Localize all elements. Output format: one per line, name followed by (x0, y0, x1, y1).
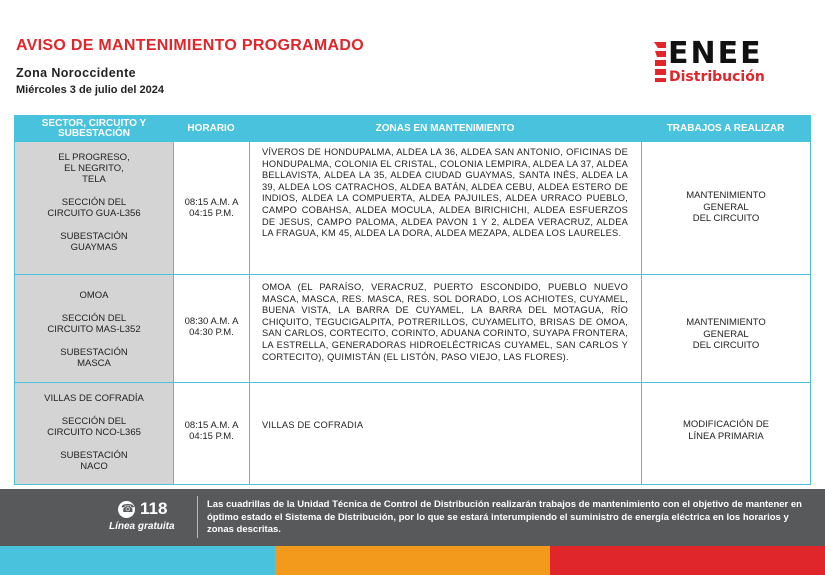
circuit-line: SECCIÓN DEL (61, 313, 127, 324)
work-line: MANTENIMIENTO (686, 190, 766, 201)
hour-start: 08:15 A.M. A (184, 420, 239, 431)
sector-line: OMOA (79, 290, 109, 301)
hour-end: 04:15 P.M. (189, 208, 234, 219)
work-line: DEL CIRCUITO (692, 340, 760, 352)
substation-line: SUBESTACIÓN (60, 347, 128, 358)
hour-cell (173, 383, 249, 484)
footer-notice: Las cuadrillas de la Unidad Técnica de Control de Distribución realizarán trabajos de mantenimiento con el objetivo de mantener en óptimo estado el Sistema de Distribución, por lo que se estará interumpiendo el suministro de energía eléctrica en los horarios y zonas descritas. (207, 499, 802, 535)
zone-label: Zona Noroccidente (16, 66, 137, 80)
column-header-hour: HORARIO (187, 122, 235, 134)
work-line: GENERAL (703, 328, 749, 340)
color-band-orange (275, 546, 550, 575)
circuit-line: CIRCUITO GUA-L356 (47, 208, 141, 219)
substation-line: SUBESTACIÓN (60, 231, 128, 242)
phone-icon (118, 501, 135, 518)
circuit-line: CIRCUITO MAS-L352 (47, 324, 141, 335)
color-band-red (550, 546, 825, 575)
hour-cell (173, 142, 249, 274)
page-title: AVISO DE MANTENIMIENTO PROGRAMADO (16, 37, 364, 54)
hour-end: 04:15 P.M. (189, 431, 234, 442)
substation-line: MASCA (77, 358, 111, 369)
substation-line: NACO (80, 461, 108, 472)
hour-start: 08:30 A.M. A (184, 316, 239, 327)
work-cell (641, 142, 810, 274)
hour-end: 04:30 P.M. (189, 327, 234, 338)
column-header-zones: ZONAS EN MANTENIMIENTO (375, 122, 515, 134)
sector-cell (15, 383, 173, 484)
circuit-line: SECCIÓN DEL (61, 197, 127, 208)
sector-cell (15, 142, 173, 274)
work-line: MANTENIMIENTO (686, 317, 766, 328)
maintenance-table (14, 115, 811, 485)
hour-cell (173, 275, 249, 382)
enee-logo (648, 38, 808, 90)
color-band-cyan (0, 546, 275, 575)
sector-line: TELA (82, 174, 106, 185)
work-line: DEL CIRCUITO (692, 213, 760, 225)
footer-divider (197, 496, 198, 538)
date-label: Miércoles 3 de julio del 2024 (16, 84, 164, 96)
sector-line: VILLAS DE COFRADÍA (44, 393, 144, 404)
substation-line: GUAYMAS (70, 242, 118, 253)
zones-cell: OMOA (EL PARAÍSO, VERACRUZ, PUERTO ESCONDIDO, PUEBLO NUEVO MASCA, MASCA, RES. MASCA, RES. SOL DORADO, LOS ACHIOTES, CUYAMEL, BUENA VISTA, LA BARRA DE CUYAMEL, LA BARRA DEL MOTAGUA, RÍO CHIQUITO, TEGUCIGALPITA, POTRERILLOS, CUYAMELITO, BRISAS DE OMOA, SAN CARLOS, CORTECITO, CORINTO, ADUANA CORINTO, SUYAPA FRONTERA, LA ESTRELLA, GENERADORAS HIDROELÉCTRICAS CUYAMEL, SAN CARLOS Y CORTECITO), QUIMISTÁN (EL LISTÓN, PASO VIEJO, LAS FLORES). (249, 275, 641, 382)
zones-cell: VÍVEROS DE HONDUPALMA, ALDEA LA 36, ALDEA SAN ANTONIO, OFICINAS DE HONDUPALMA, COLONIA EL CRISTAL, COLONIA LEMPIRA, ALDEA LA 37, ALDEA BELLAVISTA, ALDEA LA 35, ALDEA CIUDAD GUAYMAS, SANTA INÉS, ALDEA LA 39, ALDEA LOS CATRACHOS, ALDEA BATÁN, ALDEA CEBU, ALDEA ESTERO DE INDIOS, ALDEA LA COMPUERTA, ALDEA PAJUILES, ALDEA URRACO PUEBLO, CAMPO COBAHSA, ALDEA MOCULA, ALDEA BIRICHICHI, ALDEA ESFUERZOS DE JESUS, CAMPO PALOMA, ALDEA PAVON 1 Y 2, ALDEA VERACRUZ, ALDEA LA FRAGUA, KM 45, ALDEA LA DORA, ALDEA MEZAPA, ALDEA LOS LAURELES. (249, 142, 641, 274)
table-row (15, 274, 810, 382)
logo-sub-text: Distribución (669, 69, 765, 85)
work-line: LÍNEA PRIMARIA (688, 430, 764, 442)
sector-line: EL NEGRITO, (64, 163, 124, 174)
logo-brand-text: ENEE (668, 36, 763, 71)
phone-number: 118 (140, 499, 168, 518)
work-line: MODIFICACIÓN DE (682, 419, 770, 430)
table-row (15, 141, 810, 274)
table-header (15, 116, 810, 141)
table-row (15, 382, 810, 484)
column-header-work: TRABAJOS A REALIZAR (666, 122, 785, 134)
work-cell (641, 275, 810, 382)
hour-start: 08:15 A.M. A (184, 197, 239, 208)
zones-cell: VILLAS DE COFRADIA (249, 383, 641, 484)
circuit-line: CIRCUITO NCO-L365 (47, 427, 141, 438)
column-header-sector: SECTOR, CIRCUITO Y SUBESTACIÓN (41, 117, 147, 139)
work-cell (641, 383, 810, 484)
work-line: GENERAL (703, 201, 749, 213)
phone-label: Línea gratuita (109, 521, 175, 532)
sector-cell (15, 275, 173, 382)
circuit-line: SECCIÓN DEL (61, 416, 127, 427)
enee-logo-mark-icon (651, 42, 666, 82)
sector-line: EL PROGRESO, (58, 152, 130, 163)
substation-line: SUBESTACIÓN (60, 450, 128, 461)
